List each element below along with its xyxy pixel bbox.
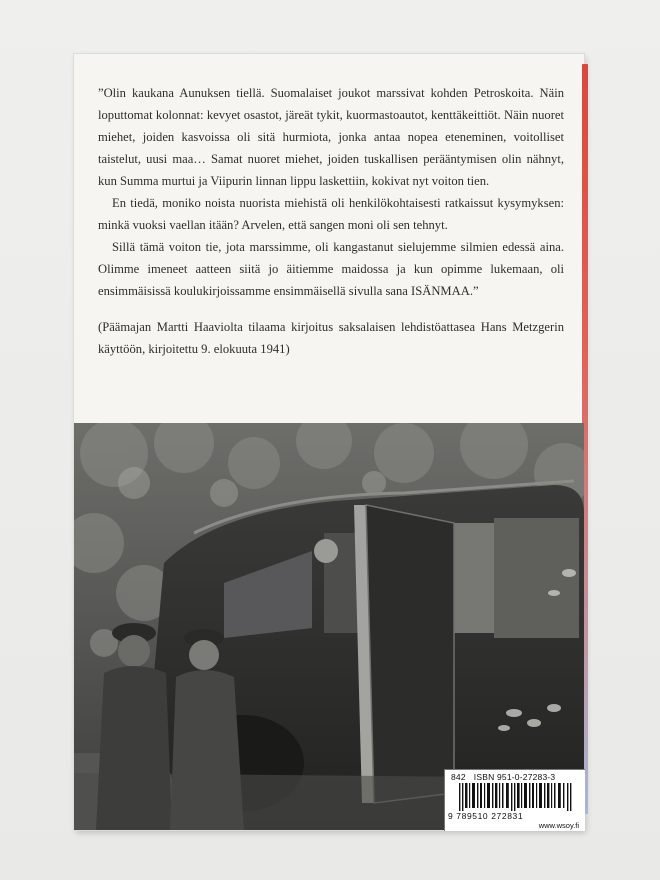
barcode-label xyxy=(444,769,585,831)
attribution-note: (Päämajan Martti Haaviolta tilaama kirjoitus saksalaisen lehdistöattasea Hans Metzgerin käyttöön, kirjoitettu 9. elokuuta 1941) xyxy=(98,320,564,356)
quote-paragraph-3: Sillä tämä voiton tie, jota marssimme, oli kangastanut sielujemme silmien edessä aina. Olimme imeneet aatteen siitä jo äitiemme maidossa ja kun opimme lukemaan, oli ensimmäisissä koulukirjoissamme ensimmäisellä sivulla sana ISÄNMAA.” xyxy=(98,240,564,298)
isbn-number: ISBN 951-0-27283-3 xyxy=(473,772,556,782)
barcode-bars xyxy=(459,783,574,811)
quote-paragraph-1: ”Olin kaukana Aunuksen tiellä. Suomalaiset joukot marssivat kohden Petroskoita. Näin loputtomat kolonnat: kevyet osastot, järeät tykit, kuormastoautot, kenttäkeittiöt. Näin nuoret miehet, joiden kasvoissa oli sitä hurmiota, jonka antaa nopea eteneminen, voitolliset taistelut, uusi maa… Samat nuoret miehet, joiden tuskallisen perääntymisen olin nähnyt, kun Summa murtui ja Viipurin linnan lippu laskettiin, kokivat nyt voiton tien. xyxy=(98,86,564,188)
barcode-digits: 9 789510 272831 xyxy=(448,811,524,821)
publisher-url: www.wsoy.fi xyxy=(538,821,579,830)
quote-paragraph-2: En tiedä, moniko noista nuorista miehistä oli henkilökohtaisesti ratkaissut kysymyksen: minkä vuoksi vaellan itään? Arvelen, että sangen moni oli sen tehnyt. xyxy=(98,196,564,232)
price-code: 842 xyxy=(451,772,466,782)
blurb-text xyxy=(98,82,564,360)
book-back-cover xyxy=(74,54,584,830)
